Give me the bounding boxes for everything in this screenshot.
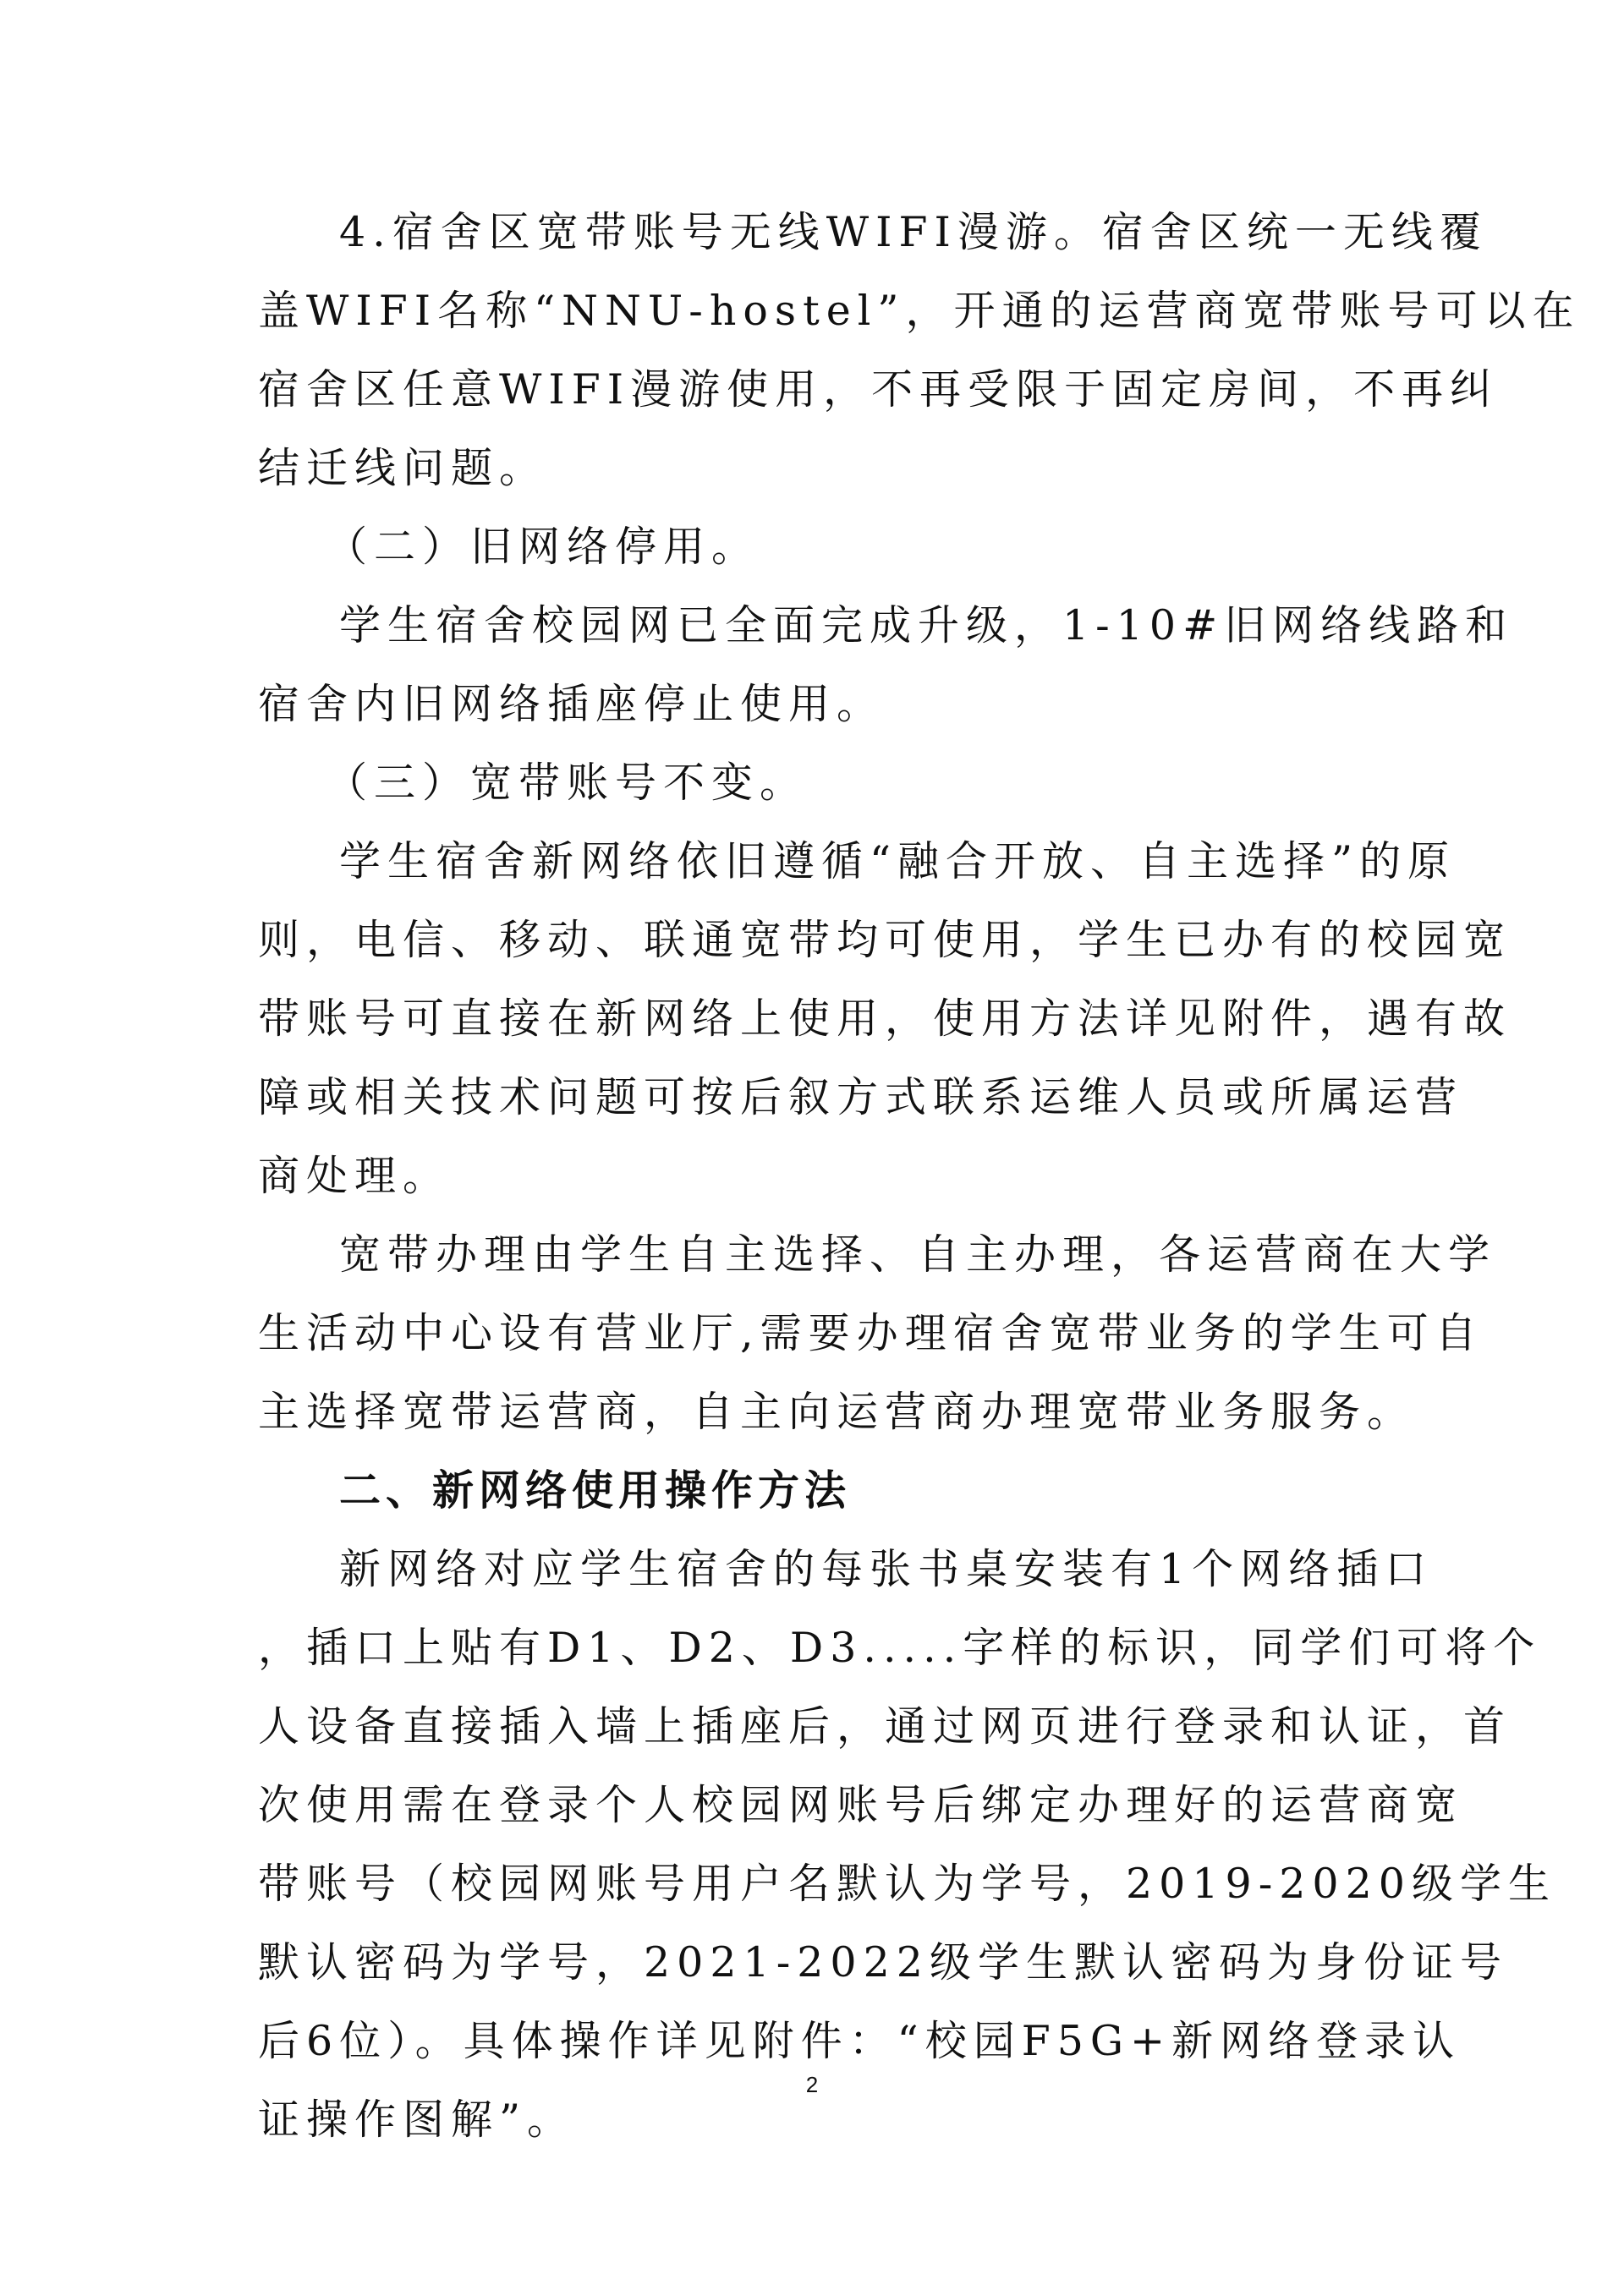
page-number: 2 [805,2072,819,2097]
paragraph-line: 盖WIFI名称“NNU-hostel”，开通的运营商宽带账号可以在 [258,287,1581,335]
paragraph-line: 4.宿舍区宽带账号无线WIFI漫游。宿舍区统一无线覆 [339,208,1488,256]
paragraph-line: 宽带办理由学生自主选择、自主办理，各运营商在大学 [339,1230,1497,1279]
paragraph-line: 后6位）。具体操作详见附件：“校园F5G+新网络登录认 [258,2017,1462,2065]
section-heading: 二、新网络使用操作方法 [339,1466,852,1515]
paragraph-line: 默认密码为学号，2021-2022级学生默认密码为身份证号 [258,1938,1508,1986]
paragraph-line: 带账号可直接在新网络上使用，使用方法详见附件，遇有故 [258,995,1512,1043]
paragraph-line: 主选择宽带运营商，自主向运营商办理宽带业务服务。 [258,1388,1416,1436]
subheading-account-unchanged: （三）宽带账号不变。 [326,759,809,807]
paragraph-line: 则，电信、移动、联通宽带均可使用，学生已办有的校园宽 [258,916,1512,964]
paragraph-line: ，插口上贴有D1、D2、D3.....字样的标识，同学们可将个 [258,1624,1542,1672]
paragraph-line: 商处理。 [258,1152,452,1200]
paragraph-line: 障或相关技术问题可按后叙方式联系运维人员或所属运营 [258,1073,1464,1121]
subheading-old-network: （二）旧网络停用。 [326,523,760,571]
paragraph-line: 证操作图解”。 [258,2096,576,2144]
paragraph-line: 宿舍内旧网络插座停止使用。 [258,680,886,728]
paragraph-line: 学生宿舍校园网已全面完成升级，1-10#旧网络线路和 [339,601,1514,649]
paragraph-line: 人设备直接插入墙上插座后，通过网页进行登录和认证，首 [258,1702,1512,1751]
paragraph-line: 生活动中心设有营业厅,需要办理宿舍宽带业务的学生可自 [258,1309,1484,1357]
paragraph-line: 带账号（校园网账号用户名默认为学号，2019-2020级学生 [258,1860,1556,1908]
paragraph-line: 学生宿舍新网络依旧遵循“融合开放、自主选择”的原 [339,837,1457,885]
paragraph-line: 宿舍区任意WIFI漫游使用，不再受限于固定房间，不再纠 [258,365,1499,414]
paragraph-line: 新网络对应学生宿舍的每张书桌安装有1个网络插口 [339,1545,1434,1593]
paragraph-line: 结迁线问题。 [258,444,548,492]
paragraph-line: 次使用需在登录个人校园网账号后绑定办理好的运营商宽 [258,1781,1464,1829]
